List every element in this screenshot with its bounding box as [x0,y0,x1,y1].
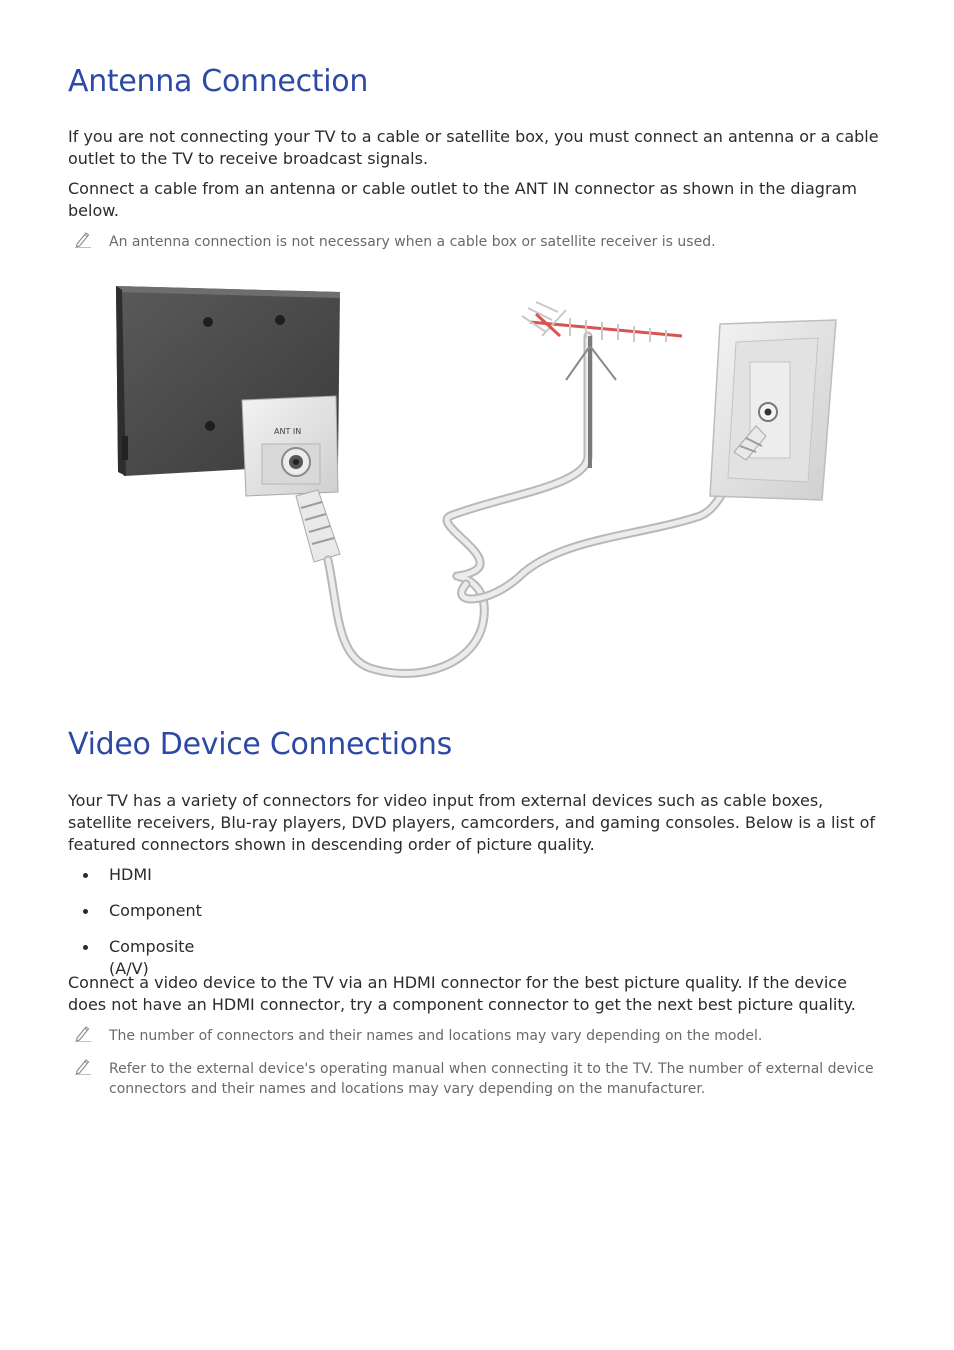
antenna-section-title: Antenna Connection [68,64,369,99]
antenna-instruction-paragraph: Connect a cable from an antenna or cable outlet to the ANT IN connector as shown in the diagram below. [68,179,857,220]
video-recommendation-paragraph: Connect a video device to the TV via an HDMI connector for the best picture quality. If the device does not have an HDMI connector, try a component connector to get the next best picture quality. [68,973,856,1014]
antenna-connection-diagram [100,276,860,686]
video-section-title: Video Device Connections [68,727,452,762]
pencil-note-icon [74,1057,92,1075]
pencil-note-icon [74,1024,92,1042]
pencil-note-icon [74,230,92,248]
antenna-intro-paragraph: If you are not connecting your TV to a cable or satellite box, you must connect an antenna or a cable outlet to the TV to receive broadcast signals. [68,127,879,168]
bullet-dot [83,873,88,878]
coaxial-cables [328,336,740,673]
antenna-note-text: An antenna connection is not necessary when a cable box or satellite receiver is used. [109,234,716,250]
ant-in-port-plate [242,396,338,496]
ant-in-label: ANT IN [274,427,302,436]
video-note-1-text: The number of connectors and their names and locations may vary depending on the model. [109,1028,763,1044]
tv-cable-connector [296,490,340,562]
outdoor-antenna-illustration [522,302,682,468]
video-note-2-text: Refer to the external device's operating manual when connecting it to the TV. The number of external device connectors and their names and locations may vary depending on the manufacturer. [109,1061,874,1097]
list-item-text: Composite (A/V) [109,937,195,978]
list-item-text: HDMI [109,865,152,884]
cable-wall-outlet [710,320,836,500]
bullet-dot [83,909,88,914]
list-item-text: Component [109,901,202,920]
bullet-dot [83,945,88,950]
video-intro-paragraph: Your TV has a variety of connectors for video input from external devices such as cable boxes, satellite receivers, Blu-ray players, DVD players, camcorders, and gaming consoles. Below is a list of featured connectors shown in descending order of picture quality. [68,791,875,854]
